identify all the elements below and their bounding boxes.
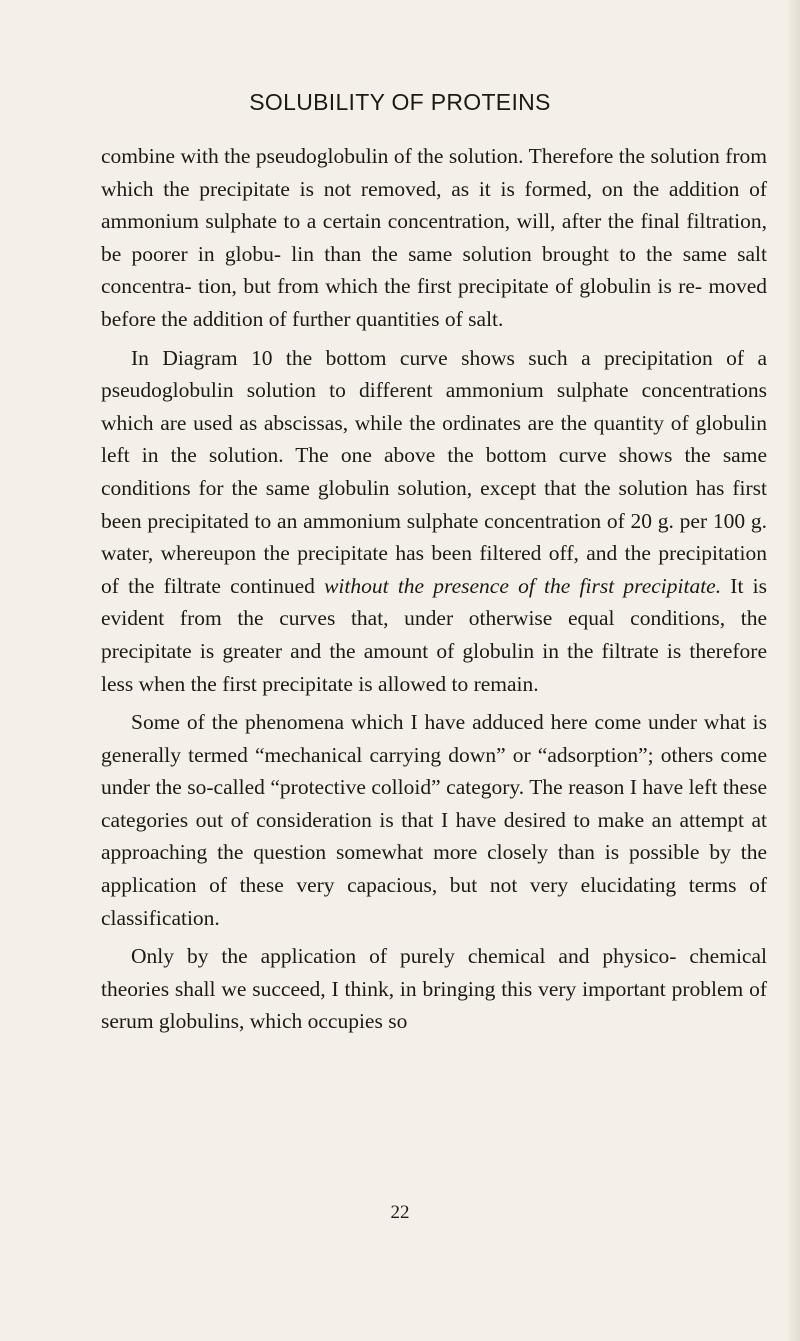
paragraph-2-text-b: It is evident from the curves that, under otherwise equal conditions, the precipitate is greater and the amount of globulin in the filtrate is therefore less when the first precipitate is allowed to remain. [101, 573, 767, 696]
running-title: SOLUBILITY OF PROTEINS [249, 89, 551, 115]
paragraph-2 [101, 342, 767, 701]
page-number: 22 [390, 1202, 410, 1223]
paragraph-3: Some of the phenomena which I have adduced here come under what is generally termed “mechanical carrying down” or “adsorption”; others come under the so-called “protective colloid” category. The reason I have left these categories out of consideration is that I have desired to make an attempt at approaching the question somewhat more closely than is possible by the application of these very capacious, but not very elucidating terms of classification. [101, 710, 767, 930]
paragraph-2-text-a: In Diagram 10 the bottom curve shows such a precipitation of a pseudoglobulin solution to different ammonium sulphate concentrations which are used as abscissas, while the ordinates are the quantity of globulin left in the solution. The one above the bottom curve shows the same conditions for the same globulin solution, except that the solution has first been precipitated to an ammonium sulphate concentration of 20 g. per 100 g. water, whereupon the precipitate has been filtered off, and the precipitation of the filtrate continued [101, 345, 767, 598]
body-text [101, 140, 767, 1038]
paragraph-1: combine with the pseudoglobulin of the solution. Therefore the solution from which the precipitate is not removed, as it is formed, on the addition of ammonium sulphate to a certain concentration, will, after the final filtration, be poorer in globu- lin than the same solution brought to the same salt concentra- tion, but from which the first precipitate of globulin is re- moved before the addition of further quantities of salt. [101, 144, 767, 331]
paragraph-2-italic: without the presence of the first precipitate. [324, 573, 722, 598]
paragraph-4: Only by the application of purely chemical and physico- chemical theories shall we succeed, I think, in bringing this very important problem of serum globulins, which occupies so [101, 944, 767, 1034]
